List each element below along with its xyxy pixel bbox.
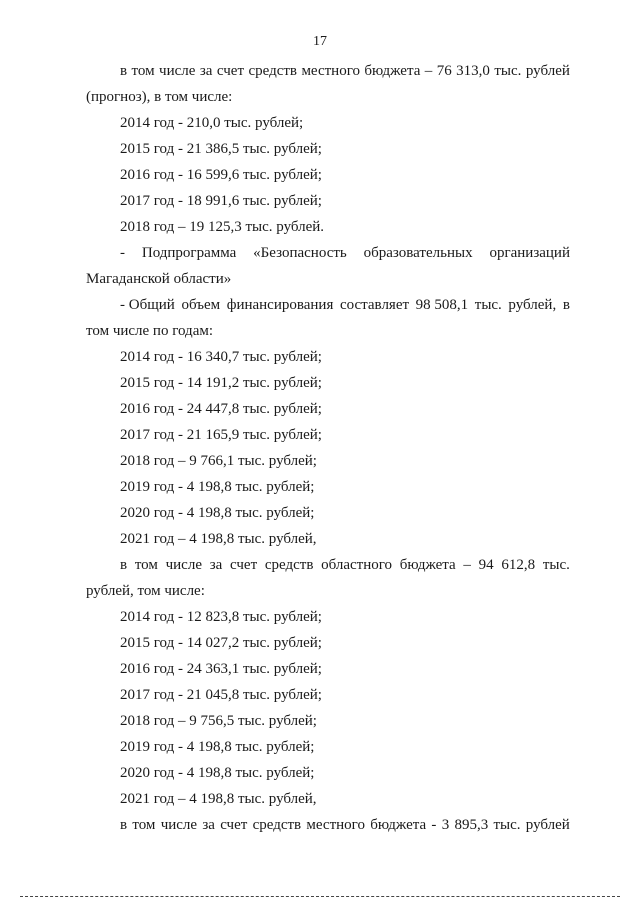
line-word: счет	[230, 557, 258, 573]
line-word: том	[134, 557, 158, 573]
year-amount-line: 2018 год – 9 756,5 тыс. рублей;	[120, 713, 317, 729]
line-word: за	[202, 817, 215, 833]
line-word: счет	[220, 817, 248, 833]
line-word: 313,0	[456, 63, 490, 79]
line-word: образовательных	[363, 245, 473, 261]
paragraph-line	[86, 58, 570, 84]
line-word: в	[120, 817, 128, 833]
line-word: 76	[436, 63, 452, 79]
line-word: в	[120, 63, 128, 79]
line-word: числе	[160, 817, 198, 833]
paragraph-line: (прогноз), в том числе:	[86, 89, 233, 105]
paragraph-line	[86, 552, 570, 578]
line-word: бюджета	[399, 557, 456, 573]
line-word: тыс.	[542, 557, 570, 573]
line-word: за	[199, 63, 213, 79]
line-word: средств	[252, 817, 302, 833]
line-word: –	[463, 557, 471, 573]
subprogram-heading-line: Магаданской области»	[86, 271, 232, 287]
page-number: 17	[313, 34, 327, 49]
line-word: в	[120, 557, 128, 573]
line-word: организаций	[489, 245, 570, 261]
line-word: в	[562, 297, 570, 313]
year-amount-line: 2019 год - 4 198,8 тыс. рублей;	[120, 739, 315, 755]
paragraph-line	[86, 812, 570, 838]
line-word: том	[131, 63, 155, 79]
year-amount-line: 2015 год - 14 027,2 тыс. рублей;	[120, 635, 322, 651]
line-word: тыс.	[474, 297, 502, 313]
year-amount-line: 2014 год - 210,0 тыс. рублей;	[120, 115, 304, 131]
year-amount-line: 2016 год - 24 363,1 тыс. рублей;	[120, 661, 322, 677]
paragraph-line: рублей, том числе:	[86, 583, 205, 599]
line-word: тыс.	[494, 63, 522, 79]
year-amount-line: 2017 год - 18 991,6 тыс. рублей;	[120, 193, 322, 209]
document-body	[86, 58, 570, 838]
year-amount-line: 2016 год - 24 447,8 тыс. рублей;	[120, 401, 322, 417]
year-amount-line: 2020 год - 4 198,8 тыс. рублей;	[120, 765, 315, 781]
year-amount-line: 2018 год – 19 125,3 тыс. рублей.	[120, 219, 325, 235]
scan-edge-rule	[20, 896, 620, 897]
line-word: средств	[248, 63, 297, 79]
line-word: числе	[165, 557, 202, 573]
year-amount-line: 2015 год - 21 386,5 тыс. рублей;	[120, 141, 322, 157]
line-word: 3	[441, 817, 450, 833]
line-word: рублей,	[508, 297, 557, 313]
year-amount-line: 2015 год - 14 191,2 тыс. рублей;	[120, 375, 322, 391]
line-word: составляет	[339, 297, 410, 313]
line-word: 612,8	[501, 557, 536, 573]
year-amount-line: 2019 год - 4 198,8 тыс. рублей;	[120, 479, 315, 495]
year-amount-line: 2021 год – 4 198,8 тыс. рублей,	[120, 791, 317, 807]
line-word: 94	[478, 557, 494, 573]
line-word: бюджета	[370, 817, 427, 833]
line-word: том	[132, 817, 156, 833]
line-word: - Общий	[120, 297, 175, 313]
line-word: объем	[181, 297, 221, 313]
line-word: рублей	[525, 817, 570, 833]
line-word: 895,3	[454, 817, 489, 833]
year-amount-line: 2014 год - 12 823,8 тыс. рублей;	[120, 609, 322, 625]
line-word: бюджета	[364, 63, 421, 79]
year-amount-line: 2014 год - 16 340,7 тыс. рублей;	[120, 349, 322, 365]
line-word: тыс.	[493, 817, 521, 833]
line-word: за	[209, 557, 223, 573]
line-word: -	[120, 245, 125, 261]
line-word: 98 508,1	[415, 297, 469, 313]
subprogram-heading-line	[86, 240, 570, 266]
year-amount-line: 2017 год - 21 165,9 тыс. рублей;	[120, 427, 322, 443]
line-word: счет	[216, 63, 245, 79]
year-amount-line: 2016 год - 16 599,6 тыс. рублей;	[120, 167, 322, 183]
year-amount-line: 2021 год – 4 198,8 тыс. рублей,	[120, 531, 317, 547]
line-word: областного	[321, 557, 393, 573]
line-word: -	[431, 817, 437, 833]
paragraph-line: том числе по годам:	[86, 323, 214, 339]
line-word: местного	[301, 63, 360, 79]
line-word: местного	[306, 817, 365, 833]
line-word: рублей	[525, 63, 570, 79]
year-amount-line: 2020 год - 4 198,8 тыс. рублей;	[120, 505, 315, 521]
line-word: «Безопасность	[253, 245, 347, 261]
year-amount-line: 2018 год – 9 766,1 тыс. рублей;	[120, 453, 317, 469]
line-word: финансирования	[226, 297, 334, 313]
line-word: –	[424, 63, 433, 79]
line-word: Подпрограмма	[141, 245, 237, 261]
line-word: числе	[159, 63, 196, 79]
line-word: средств	[264, 557, 314, 573]
year-amount-line: 2017 год - 21 045,8 тыс. рублей;	[120, 687, 322, 703]
paragraph-line	[86, 292, 570, 318]
